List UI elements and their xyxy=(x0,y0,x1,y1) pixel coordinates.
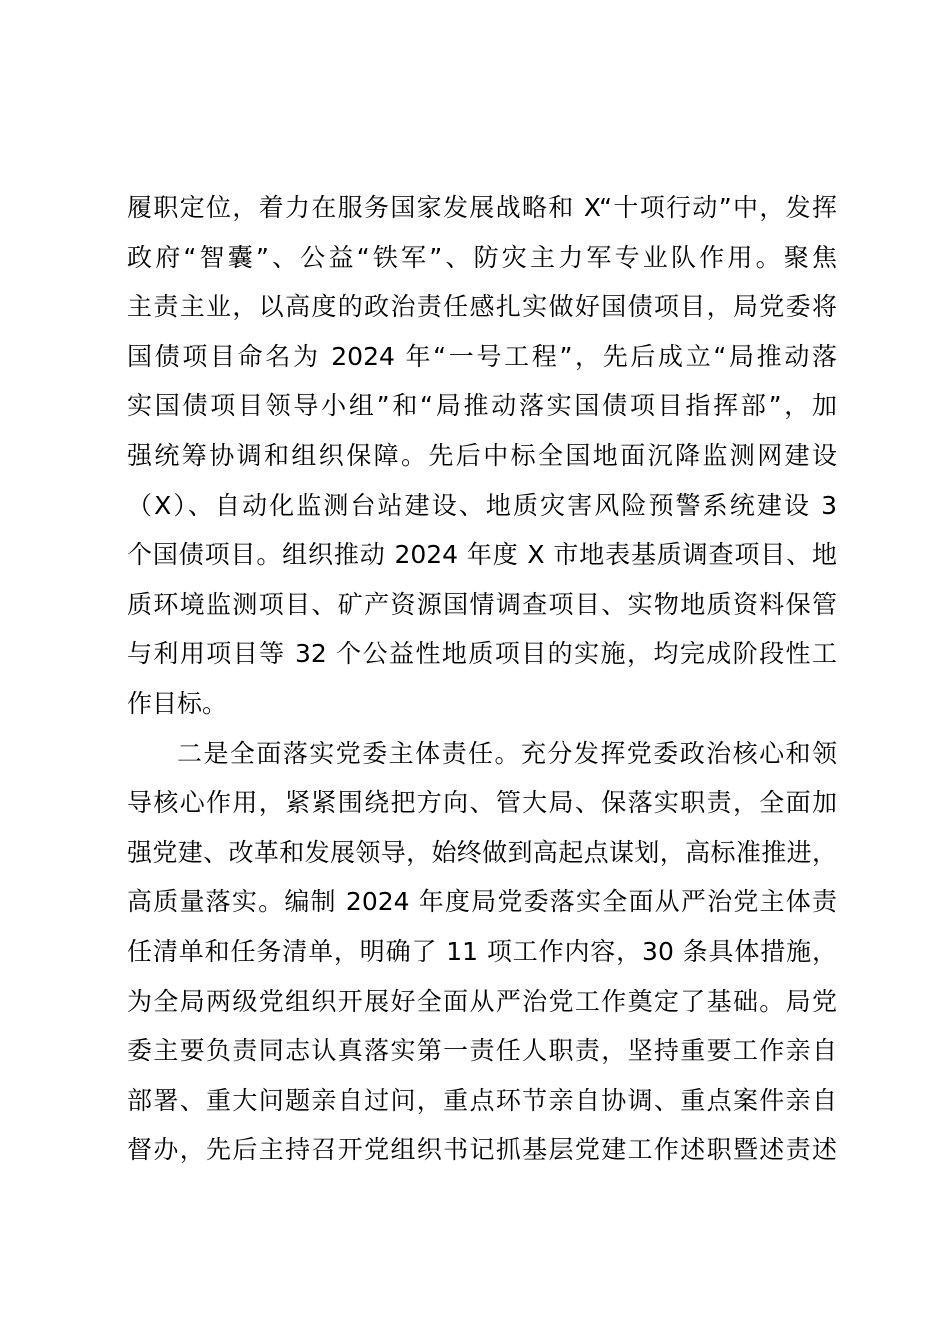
text-line: 质环境监测项目、矿产资源国情调查项目、实物地质资料保管 xyxy=(127,589,837,619)
text-line: 强统筹协调和组织保障。先后中标全国地面沉降监测网建设 xyxy=(127,440,837,470)
text-line: 导核心作用，紧紧围绕把方向、管大局、保落实职责，全面加 xyxy=(127,788,837,818)
text-line: 高质量落实。编制 2024 年度局党委落实全面从严治党主体责 xyxy=(127,887,837,917)
text-line: 国债项目命名为 2024 年“一号工程”，先后成立“局推动落 xyxy=(127,341,837,371)
text-line: 部署、重大问题亲自过问，重点环节亲自协调、重点案件亲自 xyxy=(127,1085,837,1115)
text-line: 履职定位，着力在服务国家发展战略和 X“十项行动”中，发挥 xyxy=(127,193,837,222)
paragraph-2 xyxy=(127,729,837,1175)
document-body xyxy=(127,183,837,1175)
text-line: 为全局两级党组织开展好全面从严治党工作奠定了基础。局党 xyxy=(127,986,837,1016)
text-line: 与利用项目等 32 个公益性地质项目的实施，均完成阶段性工 xyxy=(127,639,837,669)
text-line: 督办，先后主持召开党组织书记抓基层党建工作述职暨述责述 xyxy=(127,1135,837,1165)
paragraph-1 xyxy=(127,183,837,729)
text-line: 二是全面落实党委主体责任。充分发挥党委政治核心和领 xyxy=(177,738,837,768)
text-line: 个国债项目。组织推动 2024 年度 X 市地表基质调查项目、地 xyxy=(127,540,837,570)
text-line: （X）、自动化监测台站建设、地质灾害风险预警系统建设 3 xyxy=(127,490,837,520)
text-line: 主责主业，以高度的政治责任感扎实做好国债项目，局党委将 xyxy=(127,292,837,322)
text-line: 任清单和任务清单，明确了 11 项工作内容，30 条具体措施， xyxy=(127,936,837,966)
text-line: 实国债项目领导小组”和“局推动落实国债项目指挥部”，加 xyxy=(127,391,837,421)
text-line: 委主要负责同志认真落实第一责任人职责，坚持重要工作亲自 xyxy=(127,1036,837,1066)
text-line: 政府“智囊”、公益“铁军”、防灾主力军专业队作用。聚焦 xyxy=(127,242,837,272)
text-line: 作目标。 xyxy=(127,688,228,718)
text-line: 强党建、改革和发展领导，始终做到高起点谋划，高标准推进， xyxy=(127,837,837,867)
